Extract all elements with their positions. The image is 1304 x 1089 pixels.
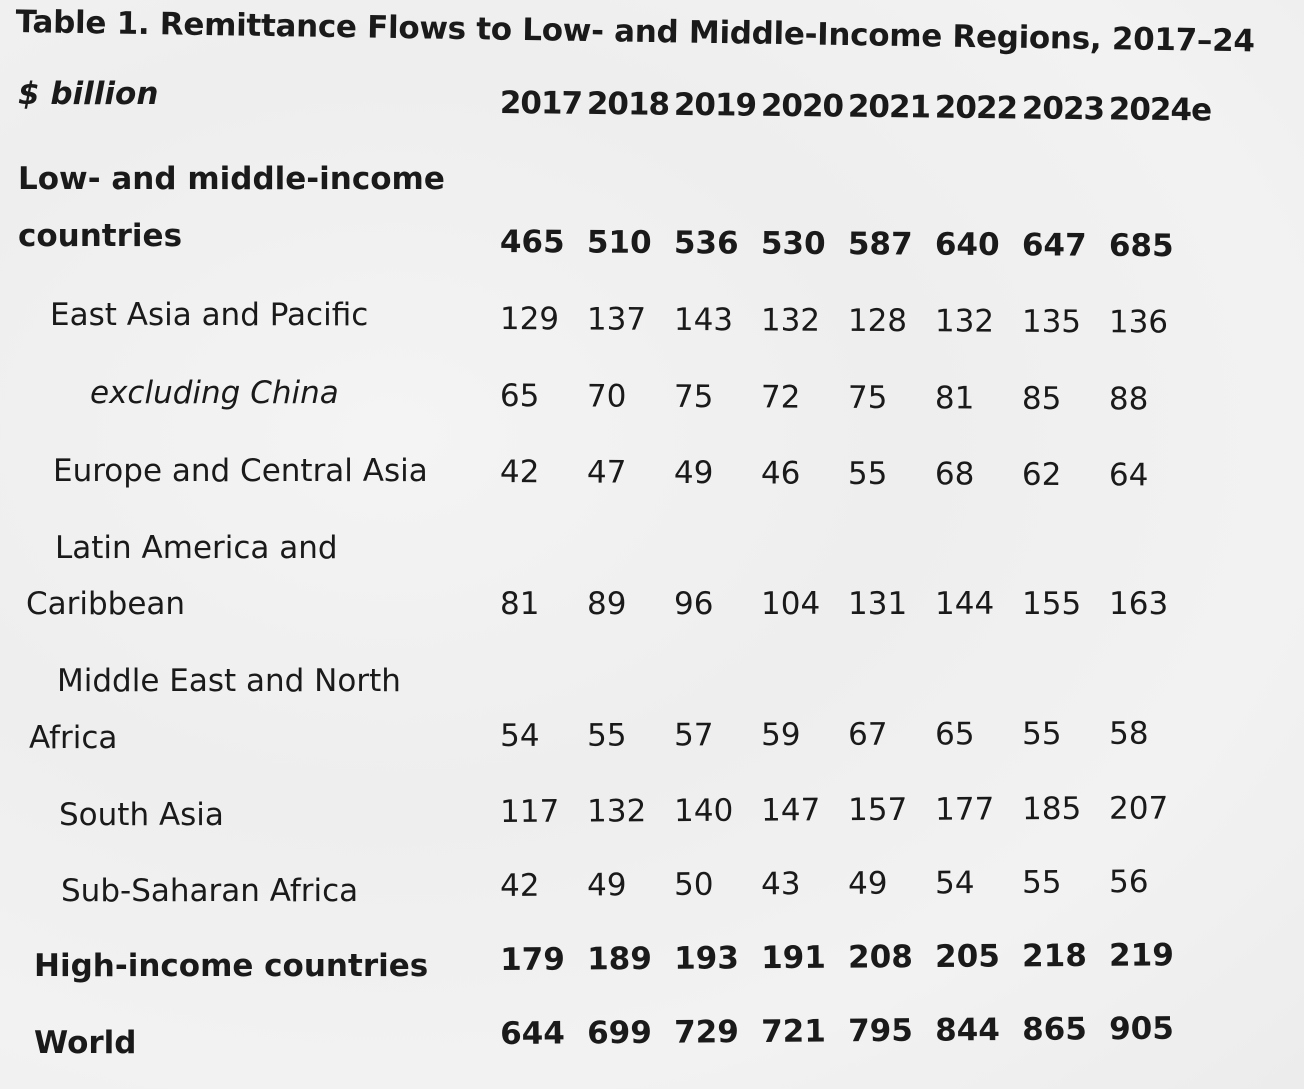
table-cell: 587: [847, 226, 913, 263]
year-header: 2021: [847, 88, 931, 126]
table-cell: 55: [847, 455, 888, 493]
table-cell: 64: [1108, 457, 1149, 494]
table-cell: 193: [673, 940, 739, 977]
table-cell: 50: [673, 866, 714, 903]
table-cell: 207: [1108, 790, 1169, 827]
table-cell: 530: [760, 225, 826, 262]
row-values: [500, 716, 1196, 754]
row-values: [500, 454, 1196, 494]
table-cell: 137: [586, 301, 647, 338]
table-cell: 685: [1108, 227, 1174, 265]
table-cell: 136: [1108, 304, 1169, 341]
table-cell: 157: [847, 791, 908, 829]
table-cell: 88: [1108, 381, 1149, 418]
table-cell: 55: [586, 717, 627, 754]
table-cell: 43: [760, 866, 801, 903]
row-label: Europe and Central Asia: [53, 453, 428, 489]
table-cell: 647: [1021, 227, 1087, 264]
table-cell: 721: [760, 1013, 826, 1050]
table-cell: 191: [760, 939, 826, 977]
table-cell: 117: [500, 793, 560, 830]
table-cell: 81: [500, 586, 540, 622]
year-header: 2023: [1021, 90, 1105, 128]
table-cell: 47: [586, 454, 627, 491]
row-label-continued: countries: [18, 218, 183, 254]
table-cell: 129: [499, 301, 560, 338]
table-cell: 218: [1021, 937, 1087, 975]
year-header: 2017: [499, 85, 583, 122]
table-cell: 510: [586, 224, 652, 261]
row-label: Middle East and North: [57, 663, 401, 699]
table-cell: 155: [1022, 586, 1082, 622]
year-header: 2020: [760, 87, 844, 125]
table-cell: 89: [587, 586, 627, 622]
row-label: Latin America and: [55, 530, 338, 566]
row-label: High-income countries: [34, 948, 429, 984]
table-cell: 55: [1021, 716, 1062, 753]
table-cell: 131: [848, 586, 908, 622]
table-cell: 70: [586, 378, 627, 415]
year-header: 2018: [586, 85, 670, 123]
row-values: [500, 937, 1196, 978]
table-cell: 65: [499, 378, 540, 415]
table-cell: 147: [760, 792, 821, 829]
table-cell: 536: [673, 225, 739, 262]
table-cell: 65: [934, 716, 975, 753]
row-label: East Asia and Pacific: [50, 297, 369, 333]
table-cell: 75: [673, 378, 714, 416]
table-cell: 54: [934, 865, 975, 902]
table-cell: 68: [934, 456, 975, 493]
row-values: [500, 378, 1196, 418]
row-values: [500, 586, 1196, 622]
table-cell: 185: [1021, 790, 1082, 828]
table-cell: 795: [847, 1012, 913, 1050]
unit-label: $ billion: [18, 76, 159, 112]
table-cell: 58: [1108, 715, 1149, 752]
table-cell: 135: [1021, 303, 1082, 341]
table-cell: 143: [673, 301, 734, 339]
row-values: [500, 790, 1196, 830]
table-cell: 42: [499, 454, 540, 491]
table-cell: 46: [760, 455, 801, 492]
table-cell: 905: [1108, 1010, 1174, 1048]
year-header: 2024e: [1108, 91, 1212, 129]
table-cell: 465: [499, 224, 565, 261]
table-cell: 81: [934, 380, 975, 417]
table-cell: 96: [674, 586, 714, 622]
row-label: South Asia: [59, 797, 224, 833]
table-cell: 144: [935, 586, 995, 622]
row-label: Sub-Saharan Africa: [61, 873, 359, 909]
table-cell: 56: [1108, 864, 1149, 901]
table-cell: 132: [760, 302, 821, 339]
table-cell: 177: [934, 791, 995, 828]
row-values: [500, 864, 1196, 904]
table-cell: 49: [586, 867, 627, 904]
year-header-row: [499, 85, 1212, 129]
table-cell: 219: [1108, 937, 1174, 974]
table-cell: 132: [934, 303, 995, 340]
table-cell: 57: [673, 717, 714, 754]
table-cell: 75: [847, 379, 888, 417]
table-cell: 140: [673, 792, 734, 830]
table-cell: 729: [673, 1014, 739, 1051]
table-cell: 179: [500, 941, 565, 978]
table-cell: 104: [761, 586, 821, 622]
year-header: 2019: [673, 86, 757, 124]
table-cell: 85: [1021, 380, 1062, 417]
row-label-continued: Caribbean: [26, 586, 186, 622]
year-header: 2022: [934, 89, 1018, 127]
table-title: Table 1. Remittance Flows to Low- and Middle-Income Regions, 2017–24: [15, 4, 1255, 60]
row-values: [500, 224, 1196, 264]
table-cell: 163: [1109, 586, 1169, 622]
table-cell: 59: [760, 716, 801, 754]
table-cell: 208: [847, 939, 913, 976]
table-cell: 54: [500, 717, 540, 754]
row-values: [500, 301, 1196, 341]
table-cell: 72: [760, 379, 801, 416]
table-cell: 128: [847, 302, 908, 340]
table-cell: 49: [673, 454, 714, 492]
table-cell: 644: [500, 1015, 565, 1052]
row-label: excluding China: [90, 375, 339, 411]
row-label: Low- and middle-income: [18, 161, 445, 197]
table-cell: 49: [847, 865, 888, 902]
table-cell: 699: [586, 1014, 652, 1052]
table-cell: 189: [586, 940, 652, 978]
row-values: [500, 1011, 1196, 1052]
table-cell: 132: [586, 793, 647, 830]
row-label-continued: Africa: [29, 720, 118, 756]
table-cell: 42: [500, 867, 540, 904]
table-cell: 205: [934, 938, 1000, 975]
table-cell: 865: [1021, 1011, 1087, 1048]
table-cell: 844: [934, 1012, 1000, 1049]
table-cell: 67: [847, 716, 888, 753]
table-cell: 62: [1021, 456, 1062, 493]
table-cell: 55: [1021, 864, 1062, 901]
table-cell: 640: [934, 226, 1000, 264]
row-label: World: [34, 1025, 137, 1061]
